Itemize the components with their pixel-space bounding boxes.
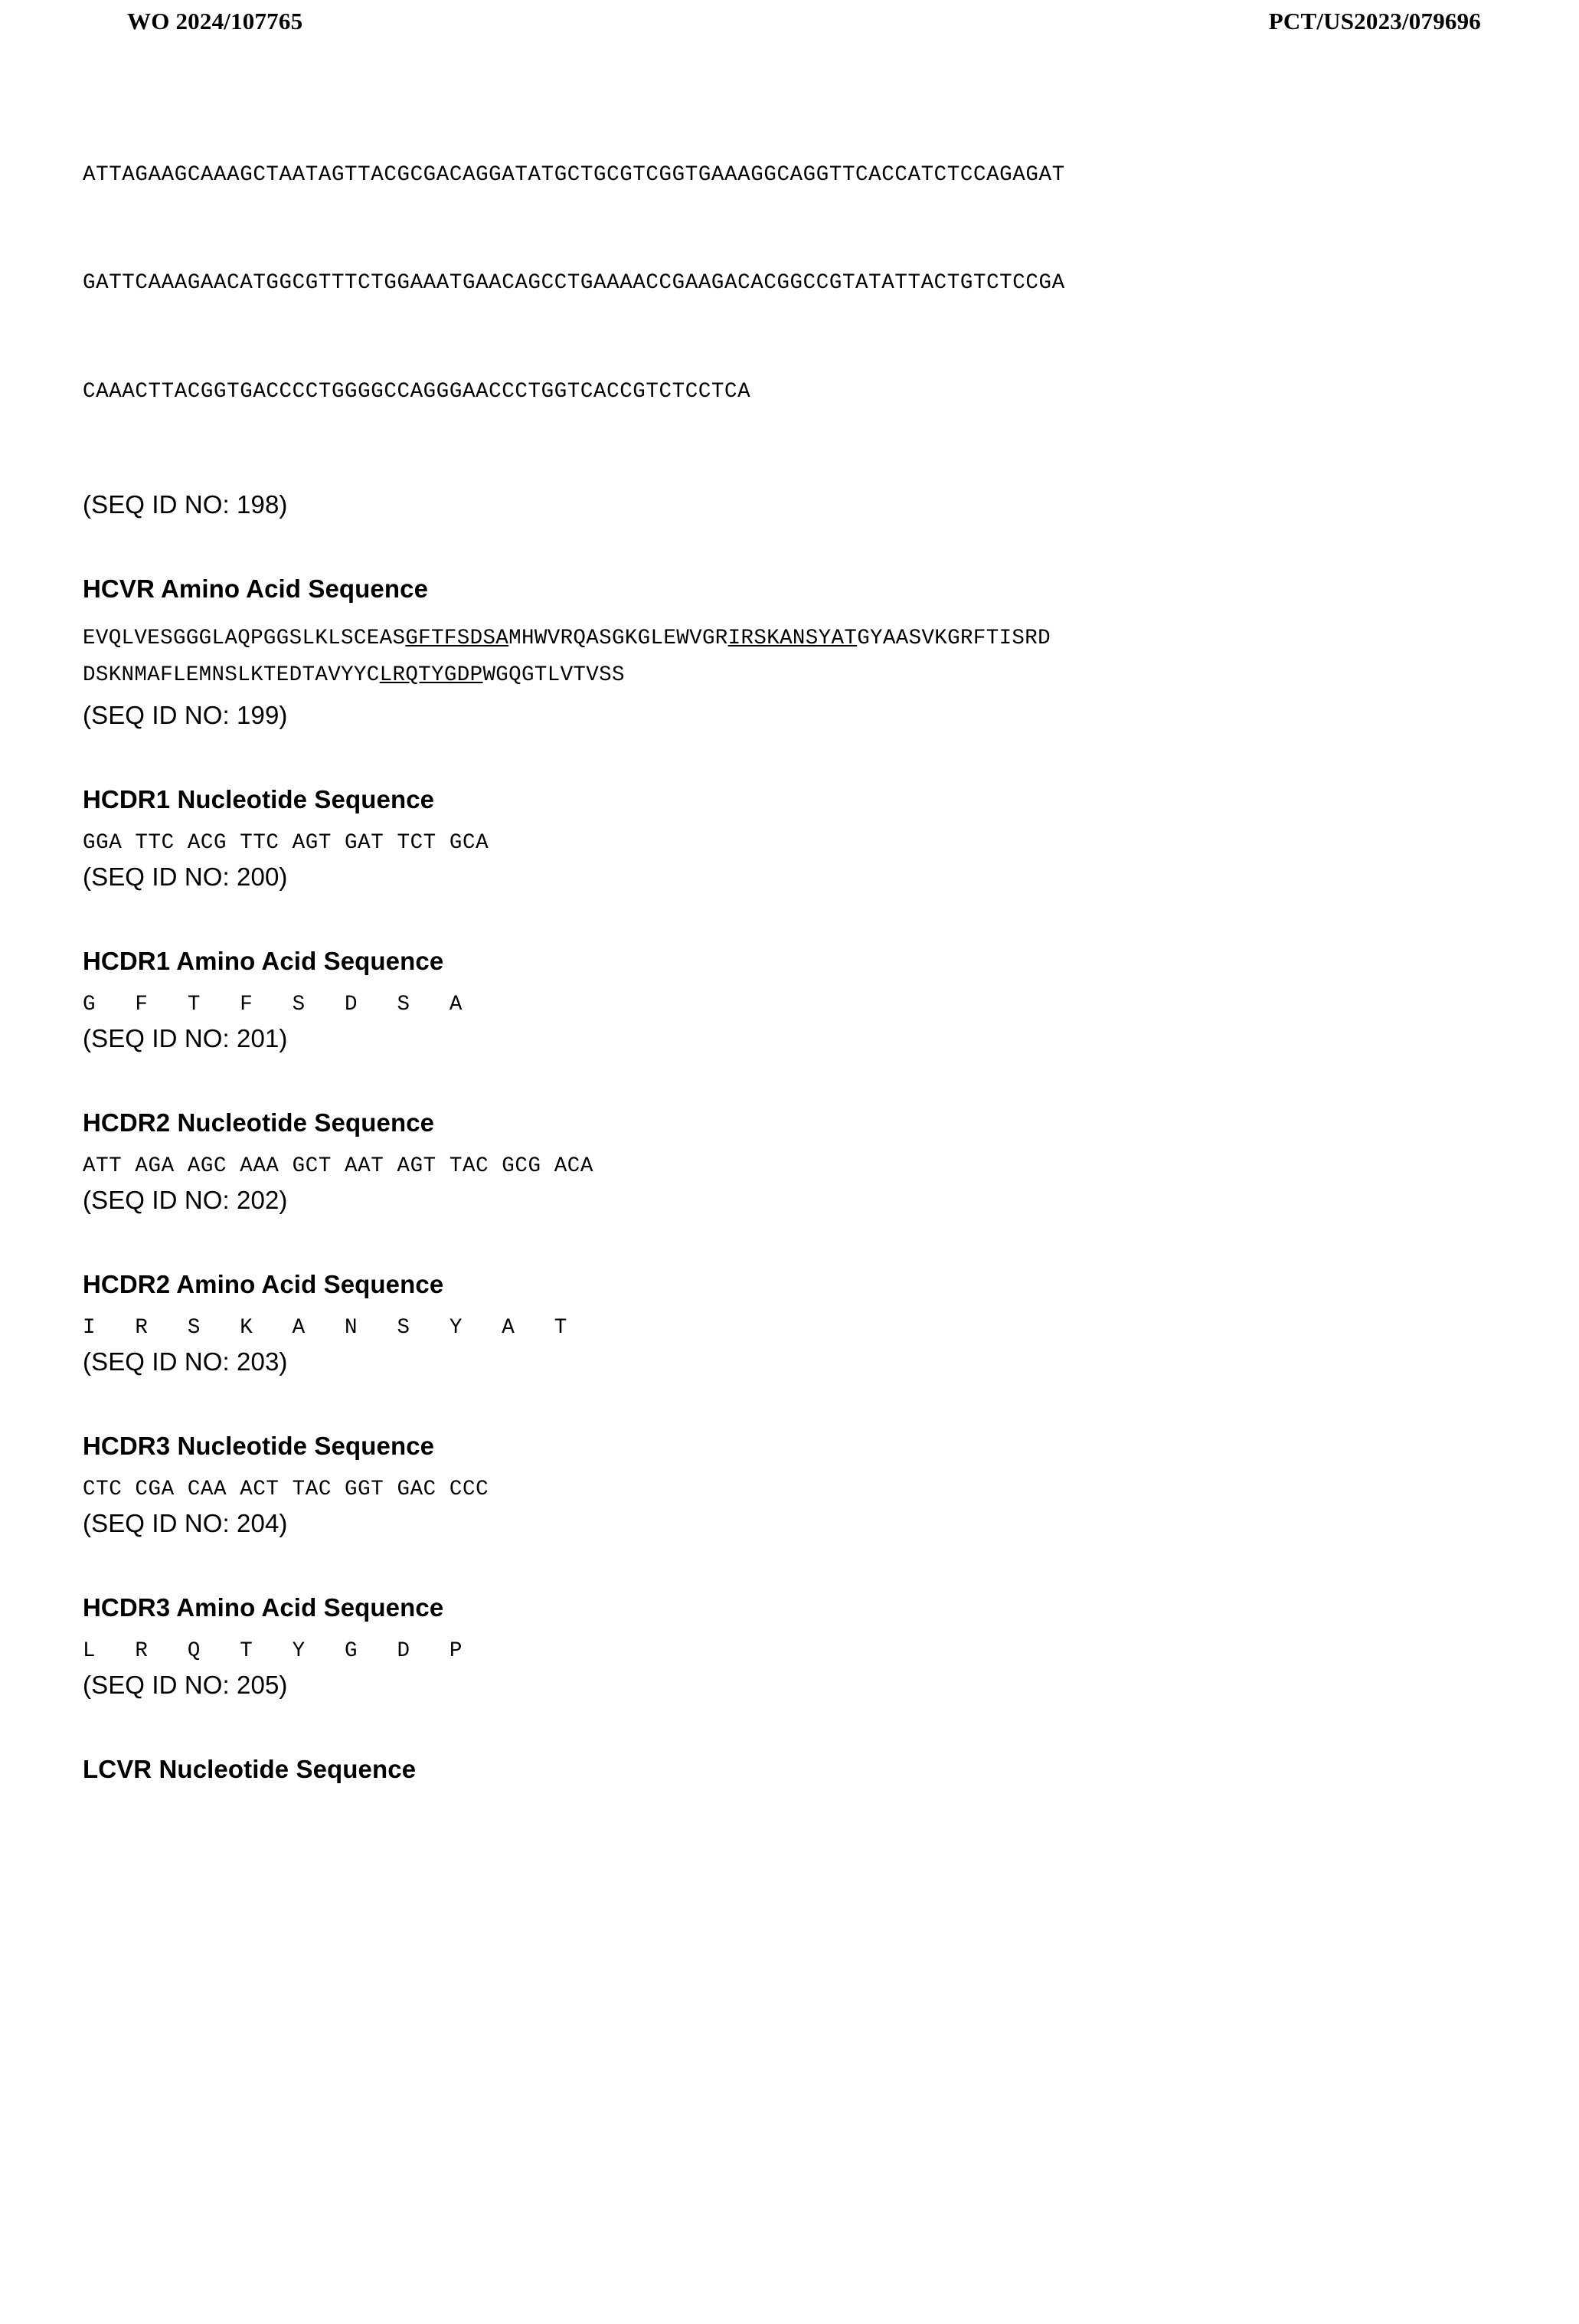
sequence-line: CAAACTTACGGTGACCCCTGGGGCCAGGGAACCCTGGTCACCGTCTCCTCA: [83, 380, 751, 404]
seq-id-204: (SEQ ID NO: 204): [83, 1508, 288, 1537]
section-title-hcvr-amino-acid: HCVR Amino Acid Sequence: [83, 574, 429, 604]
seq-id-198: (SEQ ID NO: 198): [83, 490, 288, 519]
page-header: [0, 8, 1579, 35]
amino-acid-sequence-203: I R S K A N S Y A T: [83, 1315, 567, 1340]
amino-acid-sequence-199: [83, 620, 1489, 693]
amino-acid-sequence-201: G F T F S D S A: [83, 992, 463, 1016]
section-title-hcdr2-amino-acid: HCDR2 Amino Acid Sequence: [83, 1269, 444, 1298]
section-title-lcvr-nucleotide: LCVR Nucleotide Sequence: [83, 1754, 417, 1783]
seq-id-200: (SEQ ID NO: 200): [83, 862, 288, 891]
aa-segment: MHWVRQASGKGLEWVGR: [508, 627, 728, 651]
header-application-number: PCT/US2023/079696: [1268, 8, 1481, 34]
nucleotide-sequence-202: ATT AGA AGC AAA GCT AAT AGT TAC GCG ACA: [83, 1154, 594, 1178]
sequence-line: GATTCAAAGAACATGGCGTTTCTGGAAATGAACAGCCTGAAAACCGAAGACACGGCCGTATATTACTGTCTCCGA: [83, 271, 1065, 296]
section-title-hcdr2-nucleotide: HCDR2 Nucleotide Sequence: [83, 1108, 435, 1137]
page-body: [0, 84, 1579, 1784]
amino-acid-sequence-205: L R Q T Y G D P: [83, 1638, 463, 1663]
aa-segment: DSKNMAFLEMNSLKTEDTAVYYC: [83, 663, 380, 687]
aa-segment: WGQGTLVTVSS: [482, 663, 625, 687]
sequence-line: ATTAGAAGCAAAGCTAATAGTTACGCGACAGGATATGCTGCGTCGGTGAAAGGCAGGTTCACCATCTCCAGAGAT: [83, 162, 1065, 187]
seq-id-203: (SEQ ID NO: 203): [83, 1347, 288, 1376]
seq-id-199: (SEQ ID NO: 199): [83, 700, 288, 729]
aa-segment: EVQLVESGGGLAQPGGSLKLSCEAS: [83, 627, 406, 651]
nucleotide-sequence-200: GGA TTC ACG TTC AGT GAT TCT GCA: [83, 830, 489, 855]
nucleotide-sequence-198: [83, 84, 1489, 483]
patent-page: [0, 8, 1579, 2324]
section-title-hcdr3-nucleotide: HCDR3 Nucleotide Sequence: [83, 1431, 435, 1460]
seq-id-202: (SEQ ID NO: 202): [83, 1185, 288, 1214]
section-title-hcdr1-nucleotide: HCDR1 Nucleotide Sequence: [83, 784, 435, 813]
section-title-hcdr1-amino-acid: HCDR1 Amino Acid Sequence: [83, 946, 444, 975]
header-publication-number: WO 2024/107765: [127, 8, 303, 34]
section-title-hcdr3-amino-acid: HCDR3 Amino Acid Sequence: [83, 1592, 444, 1622]
nucleotide-sequence-204: CTC CGA CAA ACT TAC GGT GAC CCC: [83, 1477, 489, 1501]
cdr1-underline: GFTFSDSA: [405, 627, 509, 651]
seq-id-205: (SEQ ID NO: 205): [83, 1670, 288, 1699]
aa-segment: GYAASVKGRFTISRD: [857, 627, 1051, 651]
cdr2-underline: IRSKANSYAT: [727, 627, 858, 651]
cdr3-underline: LRQTYGDP: [379, 663, 483, 687]
seq-id-201: (SEQ ID NO: 201): [83, 1023, 288, 1052]
